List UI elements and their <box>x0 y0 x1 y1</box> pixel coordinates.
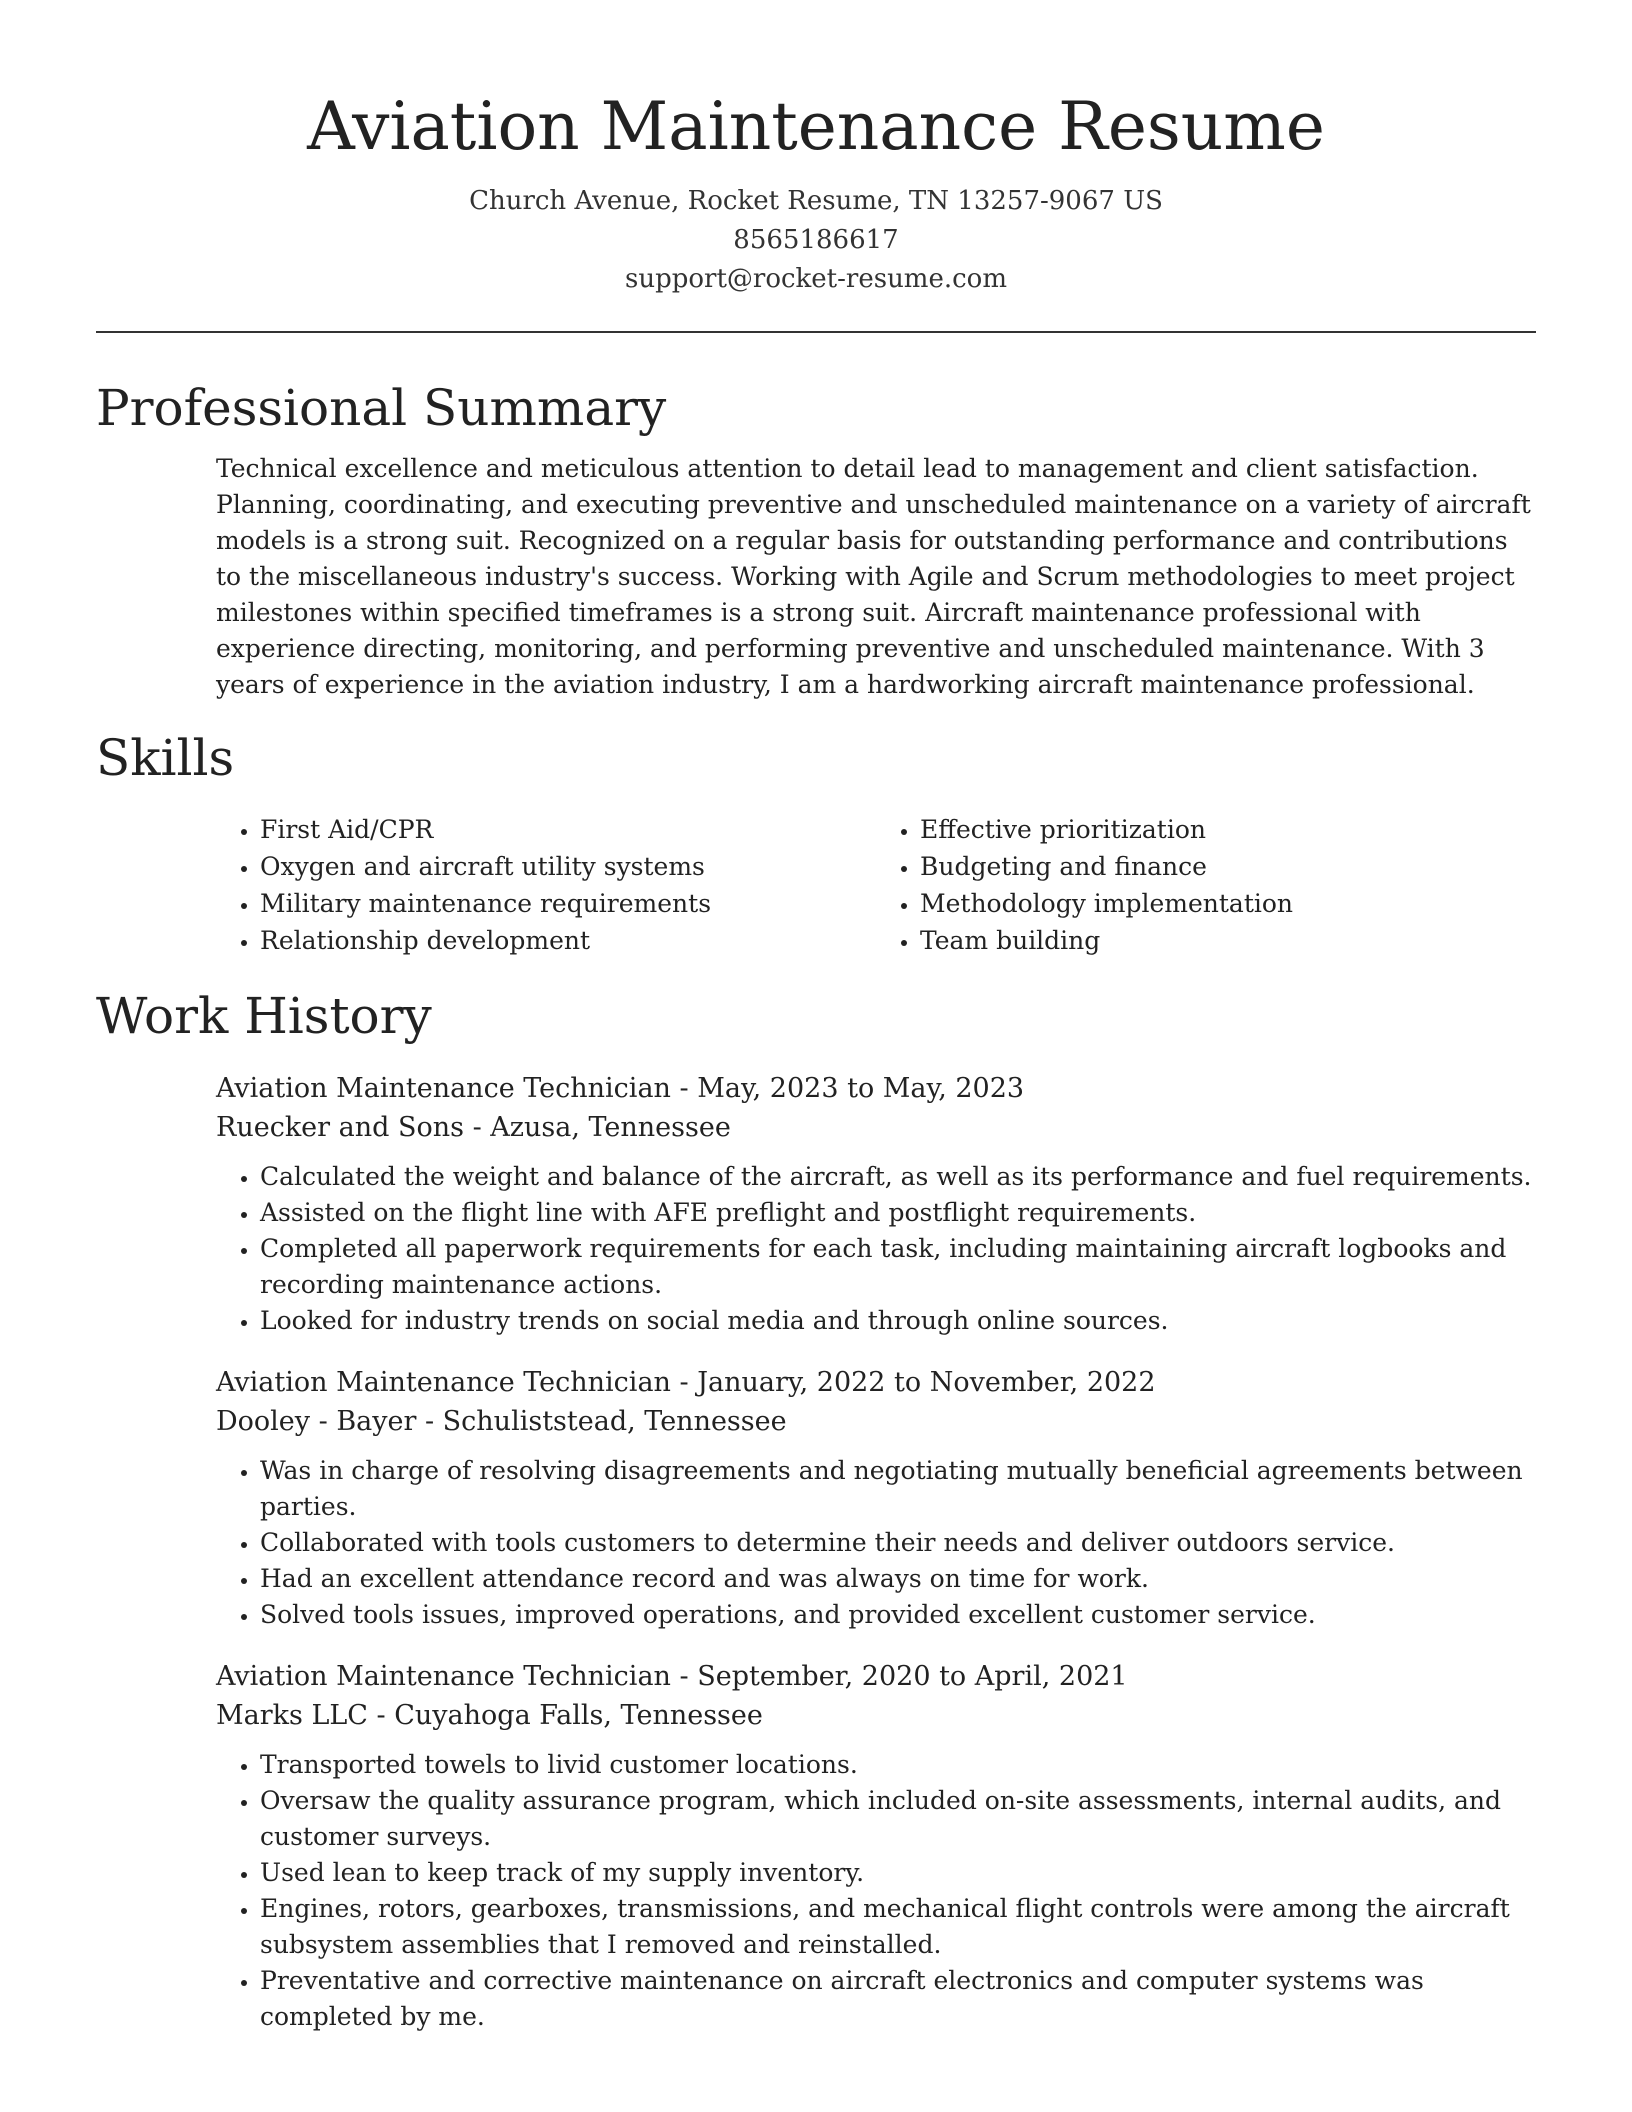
job-company: Dooley - Bayer - Schuliststead, Tennessee <box>216 1406 787 1437</box>
contact-address: Church Avenue, Rocket Resume, TN 13257-9067 US <box>469 186 1163 216</box>
skills-section <box>0 723 1632 959</box>
section-heading-skills: Skills <box>96 729 235 787</box>
job-bullets <box>216 1747 1536 2035</box>
contact-phone: 8565186617 <box>733 225 899 255</box>
job-entry <box>216 1657 1536 2035</box>
skill-item: • Methodology implementation <box>920 885 1536 922</box>
skill-item: • Oxygen and aircraft utility systems <box>260 848 876 885</box>
job-company: Marks LLC - Cuyahoga Falls, Tennessee <box>216 1700 763 1731</box>
skills-column-left <box>216 811 876 959</box>
job-title: Aviation Maintenance Technician <box>216 1367 671 1398</box>
skills-column-right <box>876 811 1536 959</box>
skill-item: • First Aid/CPR <box>260 811 876 848</box>
job-company: Ruecker and Sons - Azusa, Tennessee <box>216 1112 731 1143</box>
job-bullets <box>216 1159 1536 1339</box>
contact-block <box>0 182 1632 299</box>
job-bullet: • Was in charge of resolving disagreements and negotiating mutually beneficial agreements between parties. <box>260 1453 1536 1525</box>
skill-item: • Effective prioritization <box>920 811 1536 848</box>
job-bullets <box>216 1453 1536 1633</box>
job-title-line <box>216 1069 1536 1108</box>
summary-text: Technical excellence and meticulous attention to detail lead to management and client satisfaction. Planning, coordinating, and executing preventive and unscheduled maintenance on a variety of aircraft models is a strong suit. Recognized on a regular basis for outstanding performance and contributions to the miscellaneous industry's success. Working with Agile and Scrum methodologies to meet project milestones within specified timeframes is a strong suit. Aircraft maintenance professional with experience directing, monitoring, and performing preventive and unscheduled maintenance. With 3 years of experience in the aviation industry, I am a hardworking aircraft maintenance professional. <box>216 454 1531 699</box>
header-divider <box>96 331 1536 333</box>
job-dates: - January, 2022 to November, 2022 <box>670 1367 1156 1398</box>
job-title: Aviation Maintenance Technician <box>216 1073 671 1104</box>
job-bullet: • Assisted on the flight line with AFE preflight and postflight requirements. <box>260 1195 1536 1231</box>
job-bullet: • Collaborated with tools customers to determine their needs and deliver outdoors service. <box>260 1525 1536 1561</box>
job-bullet: • Oversaw the quality assurance program, which included on-site assessments, internal audits, and customer surveys. <box>260 1783 1536 1855</box>
job-entry <box>216 1363 1536 1633</box>
skill-item: • Relationship development <box>260 922 876 959</box>
section-heading-summary: Professional Summary <box>96 379 667 437</box>
job-bullet: • Transported towels to livid customer locations. <box>260 1747 1536 1783</box>
job-title: Aviation Maintenance Technician <box>216 1661 671 1692</box>
job-bullet: • Completed all paperwork requirements for each task, including maintaining aircraft logbooks and recording maintenance actions. <box>260 1231 1536 1303</box>
job-entry <box>216 1069 1536 1339</box>
job-bullet: • Engines, rotors, gearboxes, transmissions, and mechanical flight controls were among the aircraft subsystem assemblies that I removed and reinstalled. <box>260 1891 1536 1963</box>
skills-grid <box>216 811 1536 959</box>
resume-title: Aviation Maintenance Resume <box>307 88 1325 165</box>
job-bullet: • Used lean to keep track of my supply inventory. <box>260 1855 1536 1891</box>
job-bullet: • Had an excellent attendance record and was always on time for work. <box>260 1561 1536 1597</box>
job-title-line <box>216 1657 1536 1696</box>
section-heading-work: Work History <box>96 987 432 1045</box>
job-title-line <box>216 1363 1536 1402</box>
skill-item: • Budgeting and finance <box>920 848 1536 885</box>
skill-item: • Team building <box>920 922 1536 959</box>
contact-email: support@rocket-resume.com <box>624 264 1007 294</box>
job-bullet: • Preventative and corrective maintenance on aircraft electronics and computer systems was completed by me. <box>260 1963 1536 2035</box>
job-bullet: • Looked for industry trends on social media and through online sources. <box>260 1303 1536 1339</box>
job-dates: - May, 2023 to May, 2023 <box>670 1073 1025 1104</box>
skill-item: • Military maintenance requirements <box>260 885 876 922</box>
job-dates: - September, 2020 to April, 2021 <box>670 1661 1128 1692</box>
job-bullet: • Calculated the weight and balance of the aircraft, as well as its performance and fuel requirements. <box>260 1159 1536 1195</box>
professional-summary-section <box>0 373 1632 703</box>
resume-header <box>0 0 1632 299</box>
job-bullet: • Solved tools issues, improved operations, and provided excellent customer service. <box>260 1597 1536 1633</box>
work-history-section <box>0 981 1632 2035</box>
